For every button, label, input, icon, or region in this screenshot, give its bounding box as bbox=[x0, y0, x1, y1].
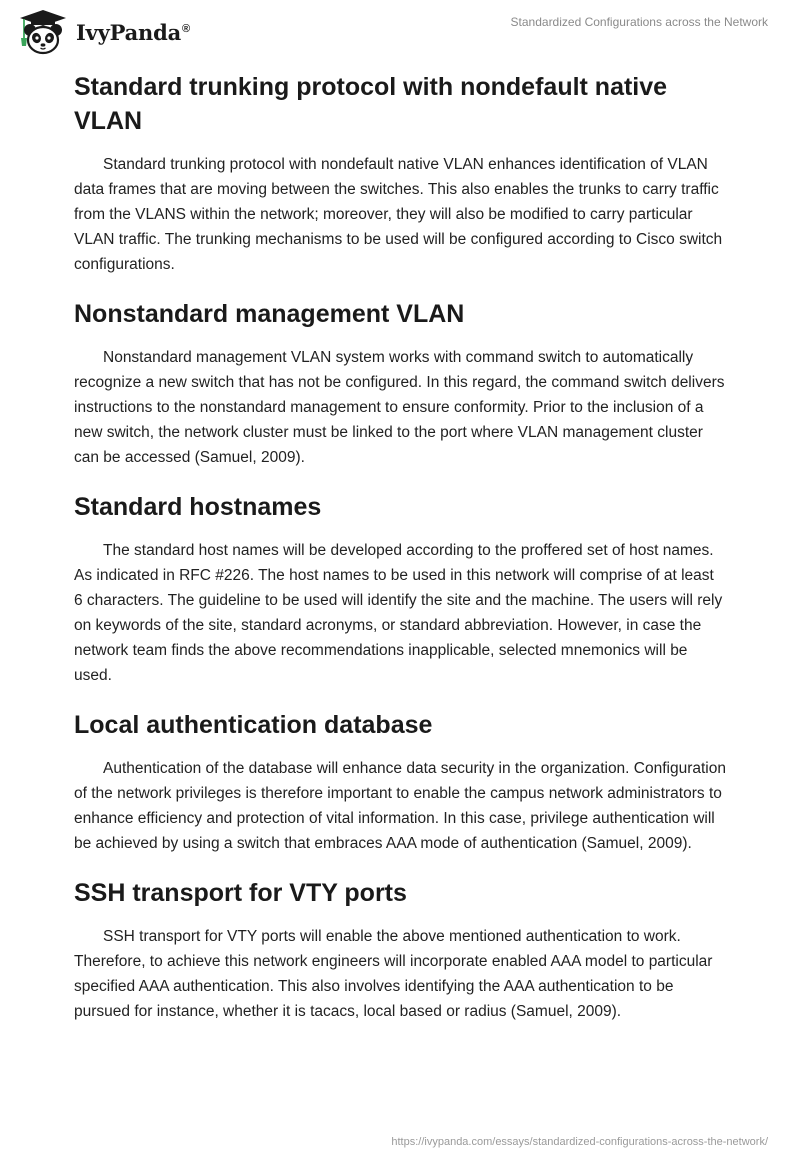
section-heading: Nonstandard management VLAN bbox=[74, 300, 465, 328]
section-ssh-transport bbox=[74, 876, 726, 1024]
section-local-authentication bbox=[74, 708, 726, 856]
section-paragraph: The standard host names will be developed according to the proffered set of host names. As indicated in RFC #226. The host names to be used in this network will comprise of at least 6 characters. The guideline to be used will identify the site and the machine. The users will rely on keywords of the site, standard acronyms, or standard abbreviation. However, in case the network team finds the above recommendations inapplicable, selected mnemonics will be used. bbox=[74, 542, 723, 684]
logo-wordmark: IvyPanda® bbox=[76, 19, 190, 45]
section-standard-hostnames bbox=[74, 490, 726, 688]
source-url-link[interactable]: https://ivypanda.com/essays/standardized-configurations-across-the-network/ bbox=[391, 1136, 768, 1148]
section-paragraph: Nonstandard management VLAN system works with command switch to automatically recognize a new switch that has not be configured. In this regard, the command switch delivers instructions to the nonstandard management to ensure conformity. Prior to the inclusion of a new switch, the network cluster must be linked to the port where VLAN management cluster can be accessed (Samuel, 2009). bbox=[74, 349, 725, 466]
section-trunking-protocol bbox=[74, 70, 726, 277]
section-heading: Standard trunking protocol with nondefault native VLAN bbox=[74, 73, 668, 135]
section-paragraph: Authentication of the database will enhance data security in the organization. Configuration of the network privileges is therefore important to enable the campus network administrators to enhance efficiency and protection of vital information. In this case, privilege authentication will be achieved by using a switch that embraces AAA mode of authentication (Samuel, 2009). bbox=[74, 760, 726, 852]
panda-graduate-icon bbox=[16, 8, 70, 56]
section-management-vlan bbox=[74, 297, 726, 470]
section-paragraph: SSH transport for VTY ports will enable the above mentioned authentication to work. Therefore, to achieve this network engineers will incorporate enabled AAA model to particular specified AAA authentication. This also involves identifying the AAA authentication to be pursued for instance, whether it is tacacs, local based or radius (Samuel, 2009). bbox=[74, 928, 713, 1020]
section-heading: Standard hostnames bbox=[74, 493, 322, 521]
document-title: Standardized Configurations across the Network bbox=[510, 15, 768, 29]
essay-content bbox=[74, 70, 726, 1024]
ivypanda-logo[interactable] bbox=[16, 8, 190, 56]
section-paragraph: Standard trunking protocol with nondefault native VLAN enhances identification of VLAN data frames that are moving between the switches. This also enables the trunks to carry traffic from the VLANS within the network; moreover, they will also be modified to carry particular VLAN traffic. The trunking mechanisms to be used will be configured according to Cisco switch configurations. bbox=[74, 156, 723, 273]
page-header bbox=[0, 0, 800, 64]
section-heading: Local authentication database bbox=[74, 711, 433, 739]
section-heading: SSH transport for VTY ports bbox=[74, 879, 407, 907]
